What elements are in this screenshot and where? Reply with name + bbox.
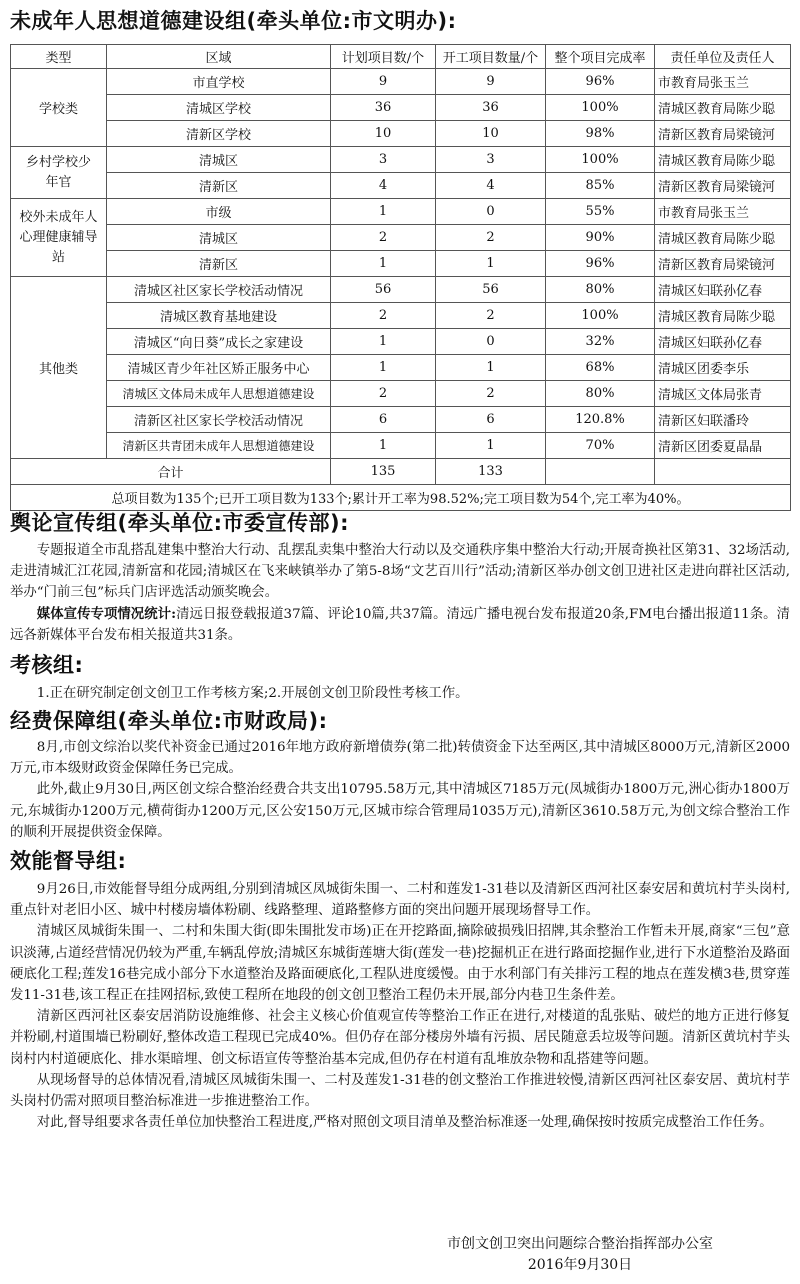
media-stats-lead: 媒体宣传专项情况统计: [36,605,177,622]
started-cell: 6 [436,407,546,433]
table-row [11,173,791,199]
group-type-cell: 乡村学校少年官 [11,147,107,199]
area-cell: 清城区“向日葵”成长之家建设 [107,329,331,355]
table-row [11,303,791,329]
planned-cell: 4 [331,173,436,199]
table-row [11,433,791,459]
table-row [11,69,791,95]
paragraph: 8月,市创文综治以奖代补资金已通过2016年地方政府新增债券(第二批)转债资金下达至两区,其中清城区8000万元,清新区2000万元,市本级财政资金保障任务已完成。 [10,740,790,777]
total-label: 合计 [11,459,331,485]
area-cell: 清城区教育基地建设 [107,303,331,329]
planned-cell: 6 [331,407,436,433]
planned-cell: 1 [331,433,436,459]
summary-row [11,485,791,511]
area-cell: 市直学校 [107,69,331,95]
table-row [11,407,791,433]
owner-cell: 清城区教育局陈少聪 [655,147,791,173]
table-row [11,355,791,381]
paragraph [10,604,790,646]
total-row [11,459,791,485]
area-cell: 清城区文体局未成年人思想道德建设 [107,381,331,407]
planned-cell: 36 [331,95,436,121]
owner-cell: 清新区妇联潘玲 [655,407,791,433]
planned-cell: 2 [331,225,436,251]
started-cell: 36 [436,95,546,121]
area-cell: 清城区青少年社区矫正服务中心 [107,355,331,381]
header-type: 类型 [11,45,107,69]
summary-cell: 总项目数为135个;已开工项目数为133个;累计开工率为98.52%;完工项目数为54个,完工率为40%。 [11,485,791,511]
media-stats-text: 清远日报登载报道37篇、评论10篇,共37篇。清远广播电视台发布报道20条,FM电台播出报道11条。清远各新媒体平台发布相关报道共31条。 [10,606,790,643]
owner-cell: 清城区文体局张青 [655,381,791,407]
total-started: 133 [436,459,546,485]
total-planned: 135 [331,459,436,485]
owner-cell: 清城区教育局陈少聪 [655,303,791,329]
total-rate [546,459,655,485]
header-started: 开工项目数量/个 [436,45,546,69]
paragraph: 专题报道全市乱搭乱建集中整治大行动、乱摆乱卖集中整治大行动以及交通秩序集中整治大行动;开展奇换社区第31、32场活动,走进清城汇江花园,清新富和花园;清城区在飞来峡镇举办了第5-8场“文艺百川行”活动;清新区举办创文创卫进社区走进向群社区活动,举办“门前三包”标兵门店评选活动颁奖晚会。 [10,543,790,601]
area-cell: 清新区学校 [107,121,331,147]
started-cell: 1 [436,355,546,381]
owner-cell: 清城区教育局陈少聪 [655,95,791,121]
rate-cell: 98% [546,121,655,147]
table-row [11,381,791,407]
rate-cell: 100% [546,95,655,121]
planned-cell: 2 [331,303,436,329]
started-cell: 2 [436,225,546,251]
signature-date: 2016年9月30日 [527,1257,633,1273]
owner-cell: 清城区妇联孙亿春 [655,329,791,355]
area-cell: 清城区社区家长学校活动情况 [107,277,331,303]
section-title-assessment: 考核组: [10,653,84,677]
area-cell: 清新区社区家长学校活动情况 [107,407,331,433]
group-type-cell: 其他类 [11,277,107,459]
table-row [11,147,791,173]
rate-cell: 100% [546,303,655,329]
table-row [11,225,791,251]
started-cell: 1 [436,251,546,277]
started-cell: 1 [436,433,546,459]
paragraph: 9月26日,市效能督导组分成两组,分别到清城区凤城街朱围一、二村和莲发1-31巷以及清新区西河社区泰安居和黄坑村芋头岗村,重点针对老旧小区、城中村楼房墙体粉刷、线路整理、道路整修方面的突出问题开展现场督导工作。 [10,882,790,919]
owner-cell: 清新区教育局梁镜河 [655,121,791,147]
area-cell: 市级 [107,199,331,225]
owner-cell: 清城区教育局陈少聪 [655,225,791,251]
group-type-cell: 校外未成年人心理健康辅导站 [11,199,107,277]
rate-cell: 96% [546,251,655,277]
owner-cell: 清新区教育局梁镜河 [655,173,791,199]
table-row [11,329,791,355]
planned-cell: 1 [331,355,436,381]
paragraph: 清城区凤城街朱围一、二村和朱围大街(即朱围批发市场)正在开挖路面,摘除破损残旧招牌,其余整治工作暂未开展,商家“三包”意识淡薄,占道经营情况仍较为严重,车辆乱停放;清城区东城街莲塘大街(莲发一巷)挖掘机正在进行路面挖掘作业,进行下水道整治及路面硬底化工程;莲发16巷完成小部分下水道整治及路面硬底化,工程队进度缓慢。由于水利部门有关排污工程的地点在莲发横3巷,贯穿莲发11-31巷,该工程正在挂网招标,致使工程所在地段的创文创卫整治工程仍未开展,部分内巷卫生条件差。 [10,924,790,1004]
started-cell: 4 [436,173,546,199]
rate-cell: 32% [546,329,655,355]
section-body-assessment [10,683,790,704]
rate-cell: 68% [546,355,655,381]
planned-cell: 10 [331,121,436,147]
section-body-funding [10,737,790,843]
planned-cell: 1 [331,199,436,225]
signature-office: 市创文创卫突出问题综合整治指挥部办公室 [447,1236,713,1252]
planned-cell: 1 [331,251,436,277]
started-cell: 3 [436,147,546,173]
started-cell: 2 [436,381,546,407]
rate-cell: 55% [546,199,655,225]
area-cell: 清城区 [107,147,331,173]
paragraph: 此外,截止9月30日,两区创文综合整治经费合共支出10795.58万元,其中清城区7185万元(凤城街办1800万元,洲心街办1800万元,东城街办1200万元,横荷街办1200万元,区公安150万元,区城市综合管理局1035万元),清新区3610.58万元,为创文综合整治工作的顺利开展提供资金保障。 [10,782,790,840]
started-cell: 0 [436,329,546,355]
section-title-supervision: 效能督导组: [10,849,127,873]
planned-cell: 56 [331,277,436,303]
table-header-row [11,45,791,69]
rate-cell: 80% [546,381,655,407]
rate-cell: 120.8% [546,407,655,433]
group-type-cell: 学校类 [11,69,107,147]
rate-cell: 90% [546,225,655,251]
owner-cell: 市教育局张玉兰 [655,199,791,225]
rate-cell: 80% [546,277,655,303]
planned-cell: 3 [331,147,436,173]
section-title-publicity: 舆论宣传组(牵头单位:市委宣传部): [10,511,349,535]
rate-cell: 70% [546,433,655,459]
started-cell: 2 [436,303,546,329]
rate-cell: 96% [546,69,655,95]
project-table [10,44,791,511]
header-area: 区域 [107,45,331,69]
header-rate: 整个项目完成率 [546,45,655,69]
started-cell: 56 [436,277,546,303]
started-cell: 0 [436,199,546,225]
area-cell: 清城区 [107,225,331,251]
total-owner [655,459,791,485]
planned-cell: 9 [331,69,436,95]
started-cell: 10 [436,121,546,147]
paragraph: 对此,督导组要求各责任单位加快整治工程进度,严格对照创文项目清单及整治标准逐一处理,确保按时按质完成整治工作任务。 [36,1115,773,1131]
area-cell: 清新区 [107,251,331,277]
owner-cell: 清城区团委李乐 [655,355,791,381]
paragraph: 清新区西河社区泰安居消防设施维修、社会主义核心价值观宣传等整治工作正在进行,对楼道的乱张贴、破烂的地方正进行修复并粉刷,村道围墙已粉刷好,整体改造工程现已完成40%。但仍存在部分楼房外墙有污损、居民随意丢垃圾等问题。清新区黄坑村芋头岗村内村道硬底化、排水渠暗埋、创文标语宣传等整治基本完成,但仍存在村道有乱堆放杂物和乱搭建等问题。 [10,1009,790,1067]
table-row [11,251,791,277]
table-row [11,95,791,121]
area-cell: 清新区 [107,173,331,199]
rate-cell: 100% [546,147,655,173]
section-title-funding: 经费保障组(牵头单位:市财政局): [10,709,328,733]
header-owner: 责任单位及责任人 [655,45,791,69]
section-body-supervision [10,879,790,1133]
area-cell: 清城区学校 [107,95,331,121]
section-body-publicity [10,540,790,646]
table-row [11,199,791,225]
rate-cell: 85% [546,173,655,199]
planned-cell: 2 [331,381,436,407]
owner-cell: 清新区团委夏晶晶 [655,433,791,459]
paragraph: 从现场督导的总体情况看,清城区凤城街朱围一、二村及莲发1-31巷的创文整治工作推进较慢,清新区西河社区泰安居、黄坑村芋头岗村仍需对照项目整治标准进一步推进整治工作。 [10,1072,790,1110]
paragraph: 1.正在研究制定创文创卫工作考核方案;2.开展创文创卫阶段性考核工作。 [36,686,469,701]
section-title-minors: 未成年人思想道德建设组(牵头单位:市文明办): [10,9,457,33]
owner-cell: 清城区妇联孙亿春 [655,277,791,303]
table-row [11,277,791,303]
table-row [11,121,791,147]
owner-cell: 清新区教育局梁镜河 [655,251,791,277]
header-planned: 计划项目数/个 [331,45,436,69]
started-cell: 9 [436,69,546,95]
owner-cell: 市教育局张玉兰 [655,69,791,95]
area-cell: 清新区共青团未成年人思想道德建设 [107,433,331,459]
planned-cell: 1 [331,329,436,355]
